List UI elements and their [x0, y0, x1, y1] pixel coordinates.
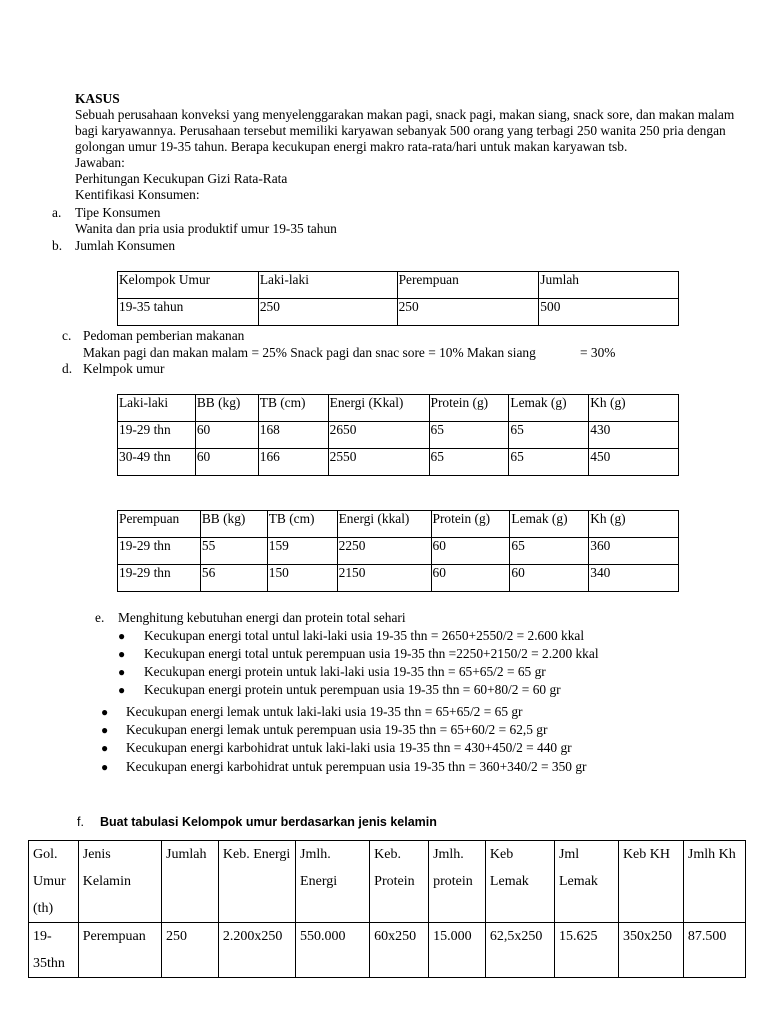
- table-cell: 62,5x250: [485, 923, 554, 978]
- intro-line-1: Sebuah perusahaan konveksi yang menyelenggarakan makan pagi, snack pagi, makan siang, snack sore, dan makan malam: [75, 107, 735, 122]
- table-header: Lemak (g): [510, 511, 589, 538]
- table-cell: 60x250: [370, 923, 429, 978]
- table-header: Kh (g): [589, 511, 679, 538]
- table-cell: 340: [589, 565, 679, 592]
- table-cell: 60: [195, 449, 258, 476]
- list-item: Kecukupan energi total untul laki-laki usia 19-35 thn = 2650+2550/2 = 2.600 kkal: [144, 628, 585, 643]
- bullet-icon: ●: [118, 647, 126, 661]
- table-header: Jumlah: [539, 272, 679, 299]
- table-header: Protein (g): [429, 395, 509, 422]
- bullet-icon: ●: [118, 665, 126, 679]
- consumer-count-table: [117, 271, 679, 326]
- section-f-marker: f.: [77, 815, 84, 829]
- table-header: Keb KH: [618, 841, 683, 923]
- table-header: Keb Lemak: [485, 841, 554, 923]
- document-title: KASUS: [75, 91, 120, 106]
- table-header: Jmlh. protein: [429, 841, 486, 923]
- table-header: Keb. Energi: [218, 841, 295, 923]
- section-a-label: Tipe Konsumen: [75, 205, 161, 220]
- table-header: Protein (g): [431, 511, 510, 538]
- table-cell: 2150: [337, 565, 431, 592]
- table-header: TB (cm): [258, 395, 328, 422]
- table-cell: 159: [267, 538, 337, 565]
- tabulation-table: [28, 840, 746, 978]
- table-header: Jml Lemak: [554, 841, 618, 923]
- table-cell: 250: [258, 299, 397, 326]
- section-c-detail: Makan pagi dan makan malam = 25% Snack pagi dan snac sore = 10% Makan siang: [83, 345, 536, 360]
- bullet-icon: ●: [118, 683, 126, 697]
- table-header: Jenis Kelamin: [78, 841, 161, 923]
- table-cell: 500: [539, 299, 679, 326]
- bullet-icon: ●: [101, 741, 109, 755]
- bullet-icon: ●: [101, 760, 109, 774]
- table-header: Laki-laki: [118, 395, 196, 422]
- section-d-marker: d.: [62, 361, 73, 376]
- list-item: Kecukupan energi protein untuk perempuan usia 19-35 thn = 60+80/2 = 60 gr: [144, 682, 561, 697]
- section-a-detail: Wanita dan pria usia produktif umur 19-35 tahun: [75, 221, 337, 236]
- table-header: Lemak (g): [509, 395, 589, 422]
- table-cell: 250: [397, 299, 539, 326]
- list-item: Kecukupan energi lemak untuk laki-laki usia 19-35 thn = 65+65/2 = 65 gr: [126, 704, 523, 719]
- section-a-marker: a.: [52, 205, 62, 220]
- female-group-table: [117, 510, 679, 592]
- table-cell: 55: [200, 538, 267, 565]
- table-cell: Perempuan: [78, 923, 161, 978]
- table-cell: 87.500: [683, 923, 745, 978]
- table-cell: 2550: [328, 449, 429, 476]
- table-cell: 60: [431, 565, 510, 592]
- table-cell: 60: [510, 565, 589, 592]
- section-f-label: Buat tabulasi Kelompok umur berdasarkan jenis kelamin: [100, 815, 437, 829]
- table-cell: 65: [510, 538, 589, 565]
- section-c-label: Pedoman pemberian makanan: [83, 328, 245, 343]
- intro-line-3: golongan umur 19-35 tahun. Berapa kecukupan energi makro rata-rata/hari untuk makan karyawan tsb.: [75, 139, 628, 154]
- table-header: Kh (g): [589, 395, 679, 422]
- table-cell: 30-49 thn: [118, 449, 196, 476]
- bullet-icon: ●: [101, 705, 109, 719]
- section-c-detail-lunch: = 30%: [580, 345, 616, 360]
- bullet-icon: ●: [118, 629, 126, 643]
- section-b-marker: b.: [52, 238, 63, 253]
- table-header: Gol. Umur (th): [29, 841, 79, 923]
- table-cell: 19-35 tahun: [118, 299, 259, 326]
- table-cell: 166: [258, 449, 328, 476]
- table-cell: 2650: [328, 422, 429, 449]
- male-group-table: [117, 394, 679, 476]
- table-cell: 550.000: [296, 923, 370, 978]
- table-header: Jmlh Kh: [683, 841, 745, 923]
- bullet-icon: ●: [101, 723, 109, 737]
- table-header: Energi (kkal): [337, 511, 431, 538]
- table-header: Energi (Kkal): [328, 395, 429, 422]
- list-item: Kecukupan energi protein untuk laki-laki usia 19-35 thn = 65+65/2 = 65 gr: [144, 664, 546, 679]
- list-item: Kecukupan energi lemak untuk perempuan usia 19-35 thn = 65+60/2 = 62,5 gr: [126, 722, 548, 737]
- table-cell: 65: [509, 449, 589, 476]
- table-cell: 65: [429, 422, 509, 449]
- table-cell: 168: [258, 422, 328, 449]
- intro-line-2: bagi karyawannya. Perusahaan tersebut memiliki karyawan sebanyak 500 orang yang terbagi 250 wanita 250 pria dengan: [75, 123, 726, 138]
- table-cell: 19-29 thn: [118, 565, 201, 592]
- table-cell: 250: [162, 923, 219, 978]
- section-e-marker: e.: [95, 610, 105, 625]
- section-e-label: Menghitung kebutuhan energi dan protein total sehari: [118, 610, 406, 625]
- table-cell: 19-35thn: [29, 923, 79, 978]
- table-header: Perempuan: [118, 511, 201, 538]
- table-header: Kelompok Umur: [118, 272, 259, 299]
- table-header: Jumlah: [162, 841, 219, 923]
- calc-heading: Perhitungan Kecukupan Gizi Rata-Rata: [75, 171, 288, 186]
- table-cell: 430: [589, 422, 679, 449]
- table-header: BB (kg): [200, 511, 267, 538]
- table-header: BB (kg): [195, 395, 258, 422]
- table-header: Keb. Protein: [370, 841, 429, 923]
- list-item: Kecukupan energi karbohidrat untuk perempuan usia 19-35 thn = 360+340/2 = 350 gr: [126, 759, 587, 774]
- table-cell: 65: [429, 449, 509, 476]
- table-cell: 15.000: [429, 923, 486, 978]
- section-d-label: Kelmpok umur: [83, 361, 165, 376]
- list-item: Kecukupan energi total untuk perempuan usia 19-35 thn =2250+2150/2 = 2.200 kkal: [144, 646, 599, 661]
- table-cell: 65: [509, 422, 589, 449]
- table-header: Jmlh. Energi: [296, 841, 370, 923]
- table-cell: 56: [200, 565, 267, 592]
- table-cell: 2.200x250: [218, 923, 295, 978]
- answer-label: Jawaban:: [75, 155, 125, 170]
- table-cell: 19-29 thn: [118, 538, 201, 565]
- section-b-label: Jumlah Konsumen: [75, 238, 176, 253]
- table-cell: 19-29 thn: [118, 422, 196, 449]
- list-item: Kecukupan energi karbohidrat untuk laki-laki usia 19-35 thn = 430+450/2 = 440 gr: [126, 740, 572, 755]
- table-header: Laki-laki: [258, 272, 397, 299]
- table-cell: 450: [589, 449, 679, 476]
- identification-heading: Kentifikasi Konsumen:: [75, 187, 200, 202]
- section-c-marker: c.: [62, 328, 72, 343]
- table-cell: 15.625: [554, 923, 618, 978]
- table-header: TB (cm): [267, 511, 337, 538]
- table-cell: 150: [267, 565, 337, 592]
- table-header: Perempuan: [397, 272, 539, 299]
- table-cell: 350x250: [618, 923, 683, 978]
- table-cell: 60: [195, 422, 258, 449]
- table-cell: 60: [431, 538, 510, 565]
- table-cell: 2250: [337, 538, 431, 565]
- table-cell: 360: [589, 538, 679, 565]
